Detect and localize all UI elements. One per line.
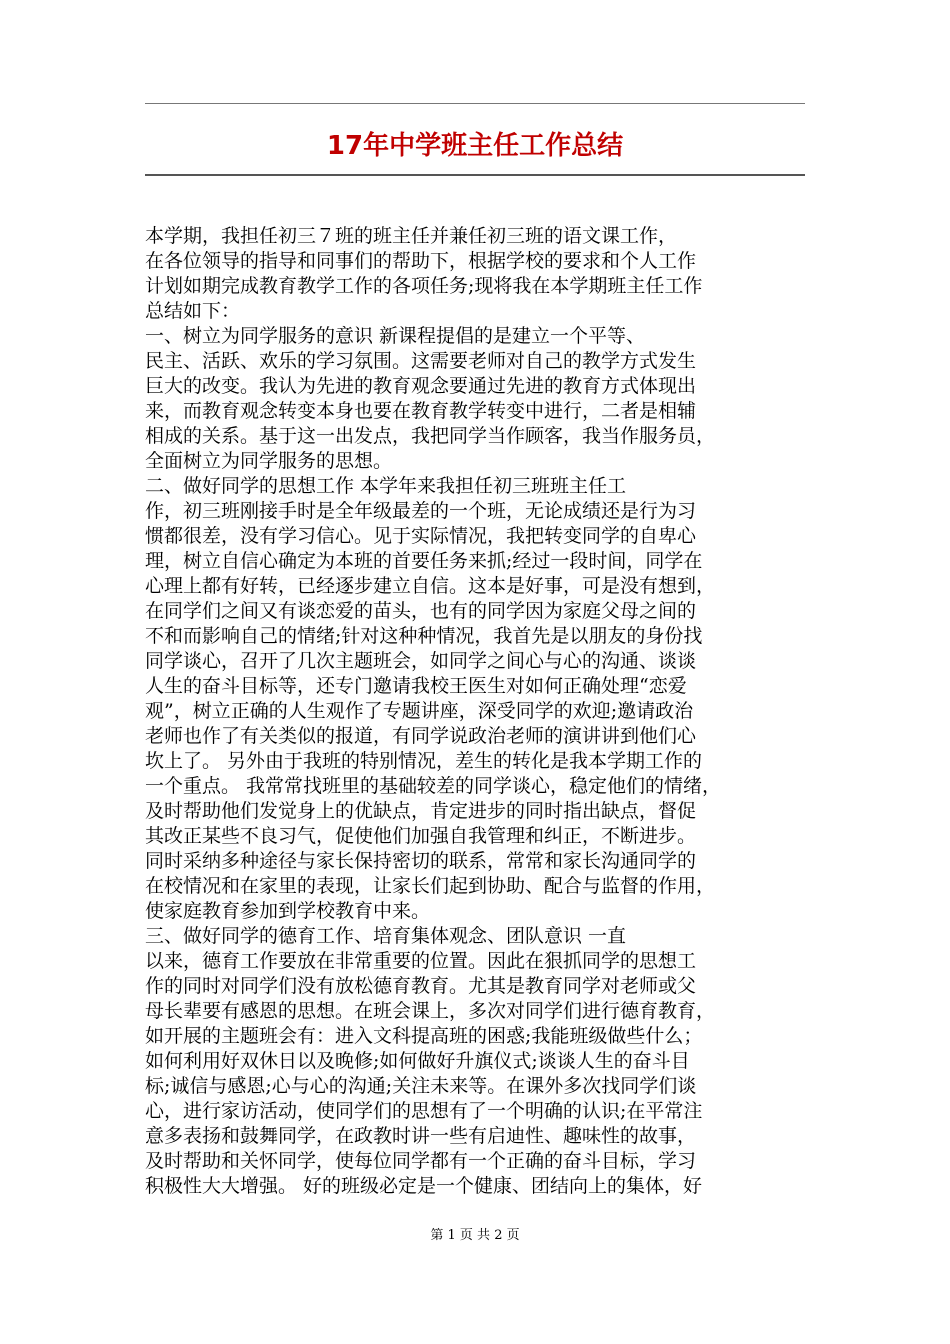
body-line: 一、树立为同学服务的意识 新课程提倡的是建立一个平等、 — [145, 325, 646, 347]
body-line: 理，树立自信心确定为本班的首要任务来抓;经过一段时间，同学在 — [145, 550, 703, 572]
body-line: 在同学们之间又有谈恋爱的苗头，也有的同学因为家庭父母之间的 — [145, 600, 697, 622]
header-rule — [145, 103, 805, 104]
body-line: 老师也作了有关类似的报道，有同学说政治老师的演讲讲到他们心 — [145, 725, 697, 747]
page-number-footer: 第 1 页 共 2 页 — [430, 1228, 520, 1243]
body-line: 人生的奋斗目标等，还专门邀请我校王医生对如何正确处理“恋爱 — [145, 675, 687, 697]
body-line: 民主、活跃、欢乐的学习氛围。这需要老师对自己的教学方式发生 — [145, 350, 697, 372]
document-body — [145, 224, 815, 1199]
body-line: 如何利用好双休日以及晚修;如何做好升旗仪式;谈谈人生的奋斗目 — [145, 1050, 690, 1072]
body-line: 不和而影响自己的情绪;针对这种种情况，我首先是以朋友的身份找 — [145, 625, 703, 647]
document-title: 17年中学班主任工作总结 — [326, 131, 624, 161]
body-line: 坎上了。 另外由于我班的特别情况，差生的转化是我本学期工作的 — [145, 750, 703, 772]
title-underline — [145, 174, 805, 176]
body-line: 惯都很差，没有学习信心。见于实际情况，我把转变同学的自卑心 — [145, 525, 697, 547]
body-line: 意多表扬和鼓舞同学，在政教时讲一些有启迪性、趣味性的故事， — [145, 1125, 697, 1147]
body-line: 在各位领导的指导和同事们的帮助下，根据学校的要求和个人工作 — [145, 250, 697, 272]
body-line: 二、做好同学的思想工作 本学年来我担任初三班班主任工 — [145, 475, 627, 497]
body-line: 相成的关系。基于这一出发点，我把同学当作顾客，我当作服务员， — [145, 425, 716, 447]
body-line: 心理上都有好转，已经逐步建立自信。这本是好事，可是没有想到， — [145, 575, 716, 597]
body-line: 积极性大大增强。 好的班级必定是一个健康、团结向上的集体，好 — [145, 1175, 703, 1197]
body-line: 心，进行家访活动，使同学们的思想有了一个明确的认识;在平常注 — [145, 1100, 703, 1122]
body-line: 如开展的主题班会有：进入文科提高班的困惑;我能班级做些什么； — [145, 1025, 703, 1047]
body-line: 全面树立为同学服务的思想。 — [145, 450, 393, 472]
body-line: 观”，树立正确的人生观作了专题讲座，深受同学的欢迎;邀请政治 — [145, 700, 694, 722]
body-line: 同时采纳多种途径与家长保持密切的联系，常常和家长沟通同学的 — [145, 850, 697, 872]
body-line: 三、做好同学的德育工作、培育集体观念、团队意识 一直 — [145, 925, 627, 947]
body-line: 一个重点。 我常常找班里的基础较差的同学谈心，稳定他们的情绪， — [145, 775, 722, 797]
body-line: 母长辈要有感恩的思想。在班会课上，多次对同学们进行德育教育， — [145, 1000, 716, 1022]
body-line: 标;诚信与感恩;心与心的沟通;关注未来等。在课外多次找同学们谈 — [145, 1075, 697, 1097]
body-line: 同学谈心，召开了几次主题班会，如同学之间心与心的沟通、谈谈 — [145, 650, 697, 672]
body-line: 及时帮助他们发觉身上的优缺点，肯定进步的同时指出缺点，督促 — [145, 800, 697, 822]
body-line: 使家庭教育参加到学校教育中来。 — [145, 900, 431, 922]
body-line: 以来，德育工作要放在非常重要的位置。因此在狠抓同学的思想工 — [145, 950, 697, 972]
body-line: 及时帮助和关怀同学，使每位同学都有一个正确的奋斗目标，学习 — [145, 1150, 697, 1172]
body-line: 总结如下： — [145, 300, 241, 322]
body-line: 本学期，我担任初三７班的班主任并兼任初三班的语文课工作， — [145, 225, 678, 247]
body-line: 作的同时对同学们没有放松德育教育。尤其是教育同学对老师或父 — [145, 975, 697, 997]
body-line: 其改正某些不良习气，促使他们加强自我管理和纠正，不断进步。 — [145, 825, 697, 847]
body-line: 作，初三班刚接手时是全年级最差的一个班，无论成绩还是行为习 — [145, 500, 697, 522]
body-line: 巨大的改变。我认为先进的教育观念要通过先进的教育方式体现出 — [145, 375, 697, 397]
body-line: 计划如期完成教育教学工作的各项任务;现将我在本学期班主任工作 — [145, 275, 703, 297]
body-line: 来，而教育观念转变本身也要在教育教学转变中进行，二者是相辅 — [145, 400, 697, 422]
body-line: 在校情况和在家里的表现，让家长们起到协助、配合与监督的作用， — [145, 875, 716, 897]
